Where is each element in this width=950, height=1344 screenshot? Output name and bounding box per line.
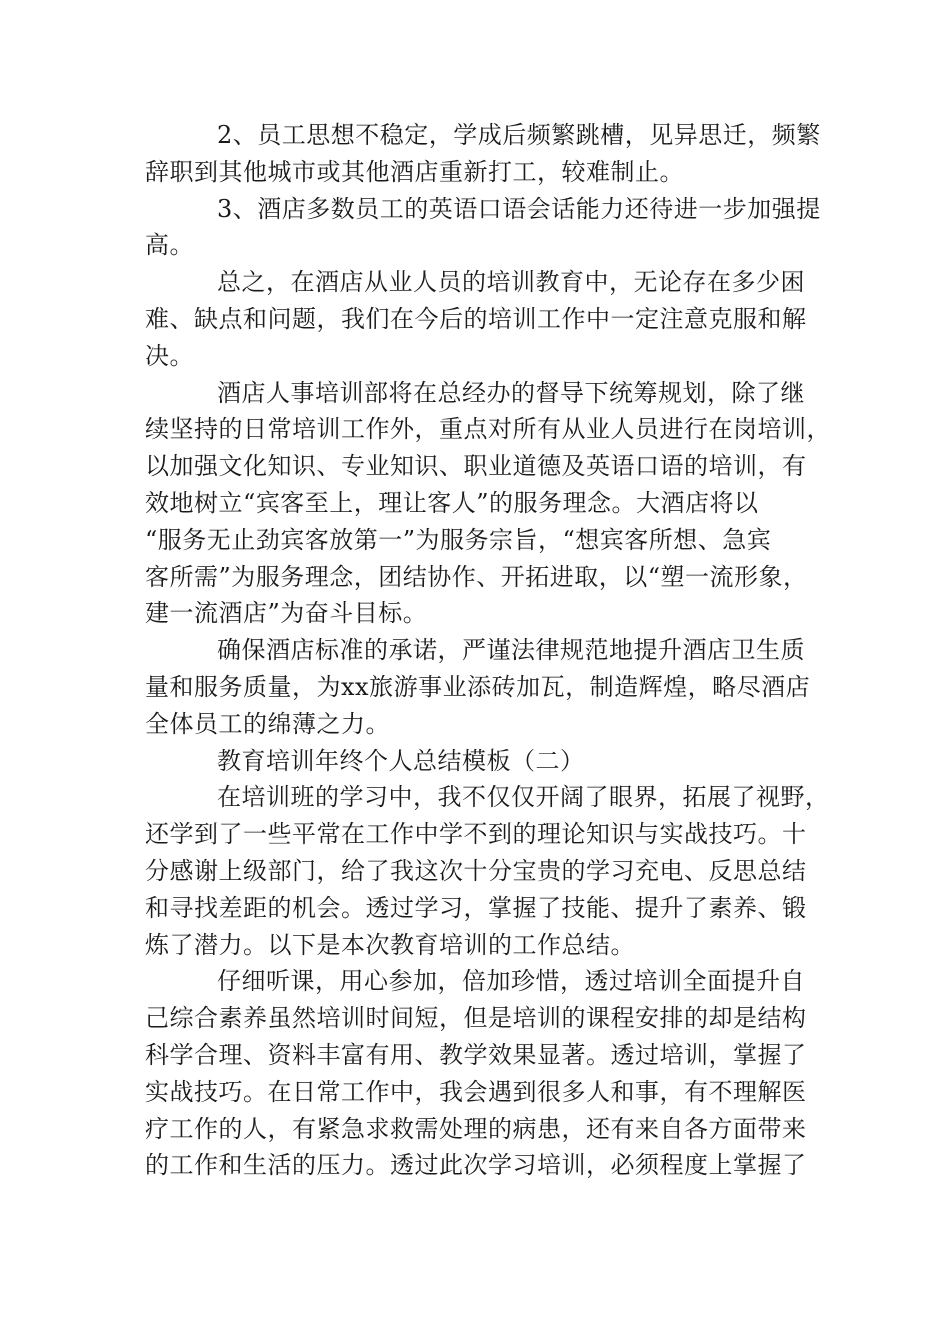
text-line: 和寻找差距的机会。透过学习，掌握了技能、提升了素养、锻 <box>145 893 807 922</box>
text-line: 量和服务质量，为xx旅游事业添砖加瓦，制造辉煌，略尽酒店 <box>145 672 811 701</box>
text-line: 全体员工的绵薄之力。 <box>145 709 390 738</box>
text-line: 建一流酒店”为奋斗目标。 <box>145 599 428 628</box>
text-line: 酒店人事培训部将在总经办的督导下统筹规划，除了继 <box>217 378 805 407</box>
text-line: 决。 <box>145 341 194 370</box>
text-line: 仔细听课，用心参加，倍加珍惜，透过培训全面提升自 <box>217 967 805 996</box>
text-line: 以加强文化知识、专业知识、职业道德及英语口语的培训，有 <box>145 452 807 481</box>
text-line: “服务无止劲宾客放第一”为服务宗旨，“想宾客所想、急宾 <box>145 525 772 554</box>
text-line: 效地树立“宾客至上，理让客人”的服务理念。大酒店将以 <box>145 488 759 517</box>
text-line: 总之，在酒店从业人员的培训教育中，无论存在多少困 <box>217 268 805 297</box>
text-line: 2、员工思想不稳定，学成后频繁跳槽，见异思迁，频繁 <box>217 121 821 149</box>
text-line: 己综合素养虽然培训时间短，但是培训的课程安排的却是结构 <box>145 1004 807 1033</box>
text-line: 科学合理、资料丰富有用、教学效果显著。透过培训，掌握了 <box>145 1040 807 1069</box>
text-line: 在培训班的学习中，我不仅仅开阔了眼界，拓展了视野， <box>217 783 830 812</box>
text-line: 确保酒店标准的承诺，严谨法律规范地提升酒店卫生质 <box>217 636 805 665</box>
text-line: 炼了潜力。以下是本次教育培训的工作总结。 <box>145 930 635 959</box>
text-line: 教育培训年终个人总结模板（二） <box>217 746 585 775</box>
text-line: 高。 <box>145 231 194 260</box>
text-line: 续坚持的日常培训工作外，重点对所有从业人员进行在岗培训， <box>145 415 831 444</box>
text-line: 还学到了一些平常在工作中学不到的理论知识与实战技巧。十 <box>145 820 807 849</box>
text-line: 辞职到其他城市或其他酒店重新打工，较难制止。 <box>145 157 684 186</box>
text-line: 疗工作的人，有紧急求救需处理的病患，还有来自各方面带来 <box>145 1114 807 1143</box>
text-line: 分感谢上级部门，给了我这次十分宝贵的学习充电、反思总结 <box>145 856 807 885</box>
document-body <box>145 117 831 1184</box>
text-line: 难、缺点和问题，我们在今后的培训工作中一定注意克服和解 <box>145 304 807 333</box>
text-line: 的工作和生活的压力。透过此次学习培训，必须程度上掌握了 <box>145 1151 807 1180</box>
text-line: 3、酒店多数员工的英语口语会话能力还待进一步加强提 <box>217 194 821 223</box>
text-line: 客所需”为服务理念，团结协作、开拓进取，以“塑一流形象， <box>145 562 808 591</box>
text-line: 实战技巧。在日常工作中，我会遇到很多人和事，有不理解医 <box>145 1077 807 1106</box>
